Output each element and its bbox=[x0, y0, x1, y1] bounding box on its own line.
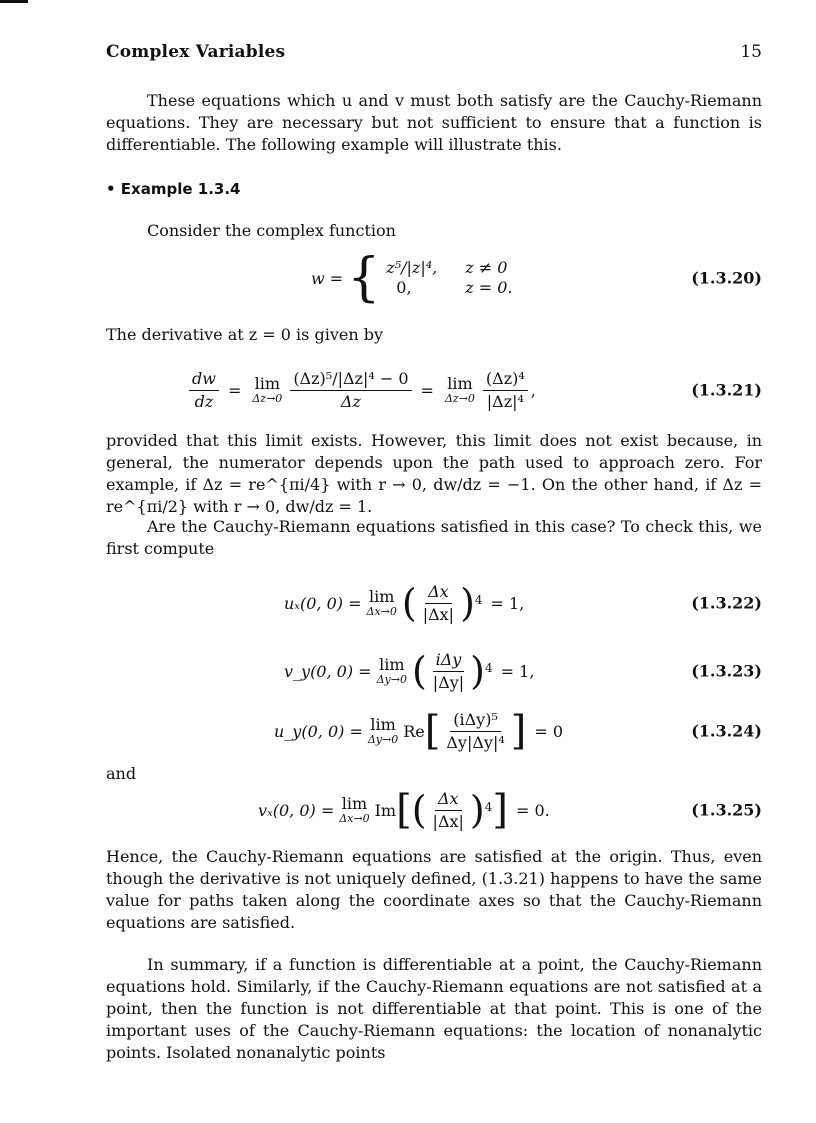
equation-1-3-22 bbox=[106, 572, 762, 634]
numerator: iΔy bbox=[433, 651, 465, 672]
eq23-lhs: v_y(0, 0) = bbox=[284, 661, 372, 681]
lim-word: lim bbox=[341, 794, 368, 813]
trailing-comma: , bbox=[530, 380, 536, 400]
case1-value: z⁵/|z|⁴, bbox=[386, 258, 438, 277]
case2-value: 0, bbox=[396, 278, 412, 297]
numerator: Δx bbox=[435, 790, 462, 811]
lim-word: lim bbox=[254, 374, 281, 393]
limit-operator bbox=[445, 375, 475, 405]
real-part-operator: Re bbox=[403, 721, 425, 741]
equation-1-3-21 bbox=[106, 358, 762, 422]
denominator: Δy|Δy|⁴ bbox=[446, 732, 505, 752]
imaginary-part-operator: Im bbox=[374, 800, 397, 820]
quotient-numerator: (Δz)⁵/|Δz|⁴ − 0 bbox=[290, 370, 411, 391]
lim-word: lim bbox=[368, 587, 395, 606]
eq25-rhs: = 0. bbox=[515, 800, 550, 820]
real-part-quotient bbox=[443, 711, 507, 752]
lim-subscript: Δz→0 bbox=[444, 392, 475, 405]
eq20-lhs: w = bbox=[311, 268, 344, 288]
running-title: Complex Variables bbox=[106, 42, 286, 62]
imag-part-quotient bbox=[430, 790, 467, 831]
piecewise-cases bbox=[386, 258, 512, 298]
right-bracket: ] bbox=[492, 787, 508, 833]
equation-number: (1.3.24) bbox=[691, 721, 762, 741]
lim-word: lim bbox=[379, 655, 405, 674]
equation-number: (1.3.23) bbox=[691, 661, 762, 681]
dz: dz bbox=[194, 391, 214, 411]
lim-word: lim bbox=[370, 715, 396, 734]
right-bracket: ] bbox=[510, 708, 527, 754]
limit-operator bbox=[367, 588, 397, 618]
left-bracket: [ bbox=[396, 787, 412, 833]
denominator: |Δx| bbox=[422, 604, 455, 624]
denominator: |Δy| bbox=[432, 672, 465, 692]
simplified-numerator: (Δz)⁴ bbox=[483, 370, 528, 391]
and-label: and bbox=[106, 764, 137, 783]
simplified-quotient bbox=[483, 370, 528, 411]
unit-quotient bbox=[430, 651, 467, 692]
equals-sign: = bbox=[420, 380, 434, 400]
right-paren: ) bbox=[470, 649, 485, 693]
paragraph-cr-satisfied: Hence, the Cauchy-Riemann equations are satisfied at the origin. Thus, even though the derivative is not uniquely defined, (1.3.21) happens to have the same value for paths taken along the coordinate axes so that the Cauchy-Riemann equations are satisfied. bbox=[106, 847, 762, 932]
numerator: (iΔy)⁵ bbox=[450, 711, 501, 732]
eq24-lhs: u_y(0, 0) = bbox=[274, 721, 363, 741]
eq23-rhs: = 1, bbox=[500, 661, 535, 681]
lim-subscript: Δx→0 bbox=[339, 812, 370, 825]
simplified-denominator: |Δz|⁴ bbox=[486, 391, 524, 411]
lim-subscript: Δy→0 bbox=[376, 673, 407, 686]
limit-operator bbox=[339, 795, 369, 825]
paragraph-cauchy-riemann-intro: These equations which u and v must both satisfy are the Cauchy-Riemann equations. They are necessary but not sufficient to ensure that a function is differentiable. The following example will illustrate this. bbox=[106, 91, 762, 154]
lim-subscript: Δx→0 bbox=[366, 605, 397, 618]
exponent: 4 bbox=[484, 800, 493, 814]
paragraph-check-cr: Are the Cauchy-Riemann equations satisfied in this case? To check this, we first compute bbox=[106, 517, 762, 558]
lim-word: lim bbox=[447, 374, 473, 393]
paragraph-limit-discussion: provided that this limit exists. However, this limit does not exist because, in general, the numerator depends upon the path used to approach zero. For example, if Δz = re^{πi/4} with r → 0, dw/dz = −1. On the other hand, if Δz = re^{πi/2} with r → 0, dw/dz = 1. bbox=[106, 431, 762, 516]
dw-dz-fraction bbox=[189, 370, 219, 411]
scan-corner-mark bbox=[0, 0, 28, 3]
equation-number: (1.3.22) bbox=[691, 593, 762, 613]
case1-condition: z ≠ 0 bbox=[465, 258, 508, 277]
left-paren: ( bbox=[411, 649, 427, 693]
paragraph-summary: In summary, if a function is differentiable at a point, the Cauchy-Riemann equations hold. Similarly, if the Cauchy-Riemann equations are not satisfied at a point, then the function is not differentiable at that point. This is one of the important uses of the Cauchy-Riemann equations: the location of nonanalytic points. Isolated nonanalytic points bbox=[106, 955, 762, 1062]
right-paren: ) bbox=[469, 788, 485, 832]
left-paren: ( bbox=[401, 581, 417, 625]
eq22-rhs: = 1, bbox=[490, 593, 525, 613]
example-intro: Consider the complex function bbox=[147, 221, 396, 240]
dw: dw bbox=[189, 370, 219, 391]
equation-number: (1.3.20) bbox=[691, 268, 762, 288]
case2-condition: z = 0. bbox=[465, 278, 513, 297]
example-heading: • Example 1.3.4 bbox=[106, 180, 241, 198]
difference-quotient bbox=[290, 370, 411, 411]
equation-number: (1.3.21) bbox=[691, 380, 762, 400]
equation-1-3-23 bbox=[106, 640, 762, 702]
equals-sign: = bbox=[227, 380, 242, 400]
left-brace: { bbox=[347, 248, 381, 308]
limit-operator bbox=[377, 656, 407, 686]
unit-quotient bbox=[420, 583, 457, 624]
lim-subscript: Δz→0 bbox=[252, 392, 283, 405]
numerator: Δx bbox=[425, 583, 452, 604]
left-bracket: [ bbox=[424, 708, 441, 754]
quotient-denominator: Δz bbox=[340, 391, 361, 411]
left-paren: ( bbox=[411, 788, 427, 832]
exponent: 4 bbox=[474, 593, 483, 607]
equation-1-3-20 bbox=[106, 246, 762, 310]
right-paren: ) bbox=[460, 581, 475, 625]
limit-operator bbox=[252, 375, 282, 405]
exponent: 4 bbox=[485, 661, 493, 675]
equation-1-3-24 bbox=[106, 700, 762, 762]
eq25-lhs: vₓ(0, 0) = bbox=[258, 800, 335, 820]
eq22-lhs: uₓ(0, 0) = bbox=[284, 593, 362, 613]
limit-operator bbox=[368, 716, 398, 746]
denominator: |Δx| bbox=[432, 811, 464, 831]
derivative-intro: The derivative at z = 0 is given by bbox=[106, 325, 384, 344]
eq24-rhs: = 0 bbox=[534, 721, 564, 741]
running-header bbox=[106, 42, 762, 66]
page-number: 15 bbox=[740, 42, 762, 62]
equation-1-3-25 bbox=[106, 778, 762, 842]
equation-number: (1.3.25) bbox=[691, 800, 762, 820]
lim-subscript: Δy→0 bbox=[367, 733, 399, 746]
